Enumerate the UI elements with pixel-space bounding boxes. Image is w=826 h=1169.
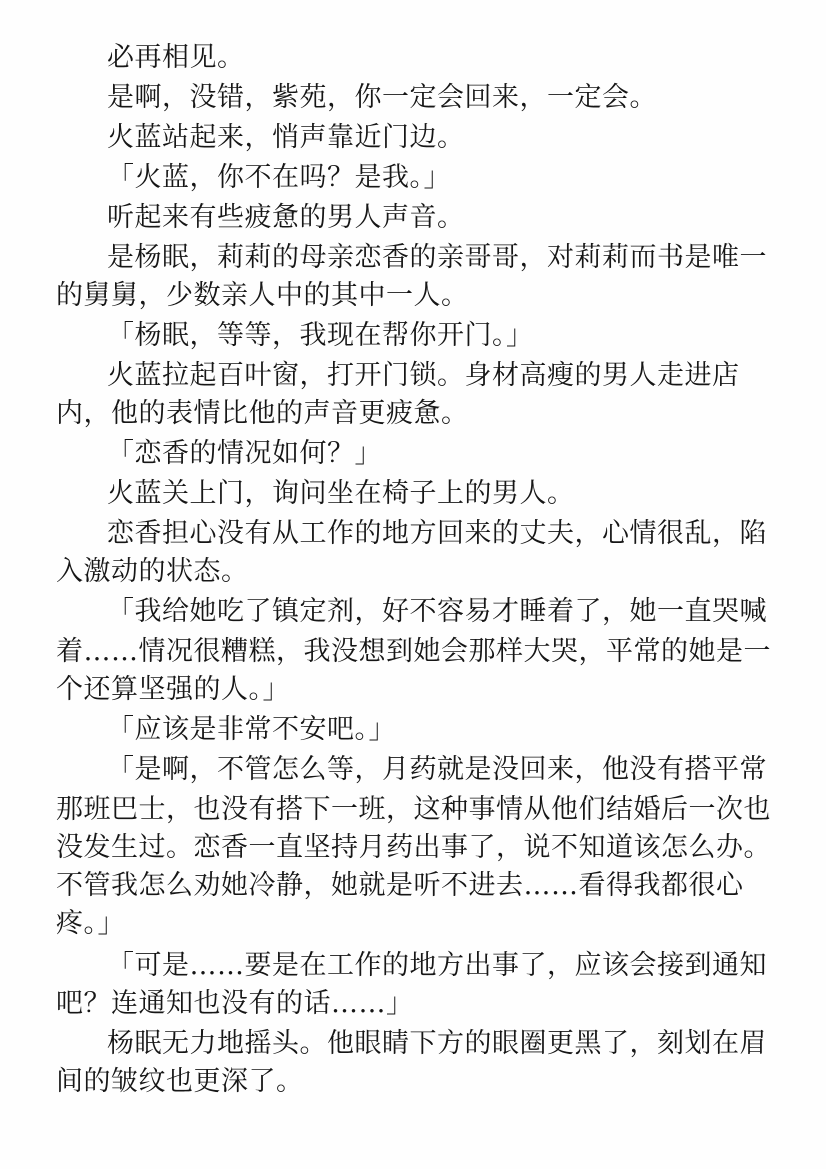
text-line: 「可是……要是在工作的地方出事了，应该会接到通知 (107, 950, 767, 981)
text-line: 杨眠无力地摇头。他眼睛下方的眼圈更黑了，刻划在眉 (107, 1028, 767, 1059)
text-line: 吧？连通知也没有的话……」 (56, 988, 414, 1019)
text-line: 必再相见。 (107, 42, 245, 73)
text-line: 那班巴士，也没有搭下一班，这种事情从他们结婚后一次也 (56, 794, 771, 825)
text-line: 「是啊，不管怎么等，月药就是没回来，他没有搭平常 (107, 754, 767, 785)
text-line: 内，他的表情比他的声音更疲惫。 (56, 398, 469, 429)
text-line: 听起来有些疲惫的男人声音。 (107, 202, 465, 233)
text-line: 没发生过。恋香一直坚持月药出事了，说不知道该怎么办。 (56, 832, 771, 863)
text-line: 是杨眠，莉莉的母亲恋香的亲哥哥，对莉莉而书是唯一 (107, 242, 767, 273)
text-line: 「杨眠，等等，我现在帮你开门。」 (107, 320, 534, 351)
text-line: 「我给她吃了镇定剂，好不容易才睡着了，她一直哭喊 (107, 596, 767, 627)
text-line: 「应该是非常不安吧。」 (107, 714, 396, 745)
text-line: 火蓝站起来，悄声靠近门边。 (107, 122, 465, 153)
text-line: 入激动的状态。 (56, 556, 249, 587)
text-line: 「恋香的情况如何？」 (107, 438, 382, 469)
text-line: 着……情况很糟糕，我没想到她会那样大哭，平常的她是一 (56, 636, 771, 667)
text-line: 个还算坚强的人。」 (56, 674, 290, 705)
text-line: 「火蓝，你不在吗？是我。」 (107, 162, 451, 193)
text-line: 间的皱纹也更深了。 (56, 1066, 304, 1097)
text-line: 火蓝拉起百叶窗，打开门锁。身材高瘦的男人走进店 (107, 360, 740, 391)
text-line: 的舅舅，少数亲人中的其中一人。 (56, 280, 469, 311)
text-line: 恋香担心没有从工作的地方回来的丈夫，心情很乱，陷 (107, 518, 767, 549)
text-line: 不管我怎么劝她冷静，她就是听不进去……看得我都很心 (56, 870, 744, 901)
text-line: 是啊，没错，紫苑，你一定会回来，一定会。 (107, 82, 657, 113)
text-line: 火蓝关上门，询问坐在椅子上的男人。 (107, 478, 575, 509)
text-line: 疼。」 (56, 908, 125, 939)
